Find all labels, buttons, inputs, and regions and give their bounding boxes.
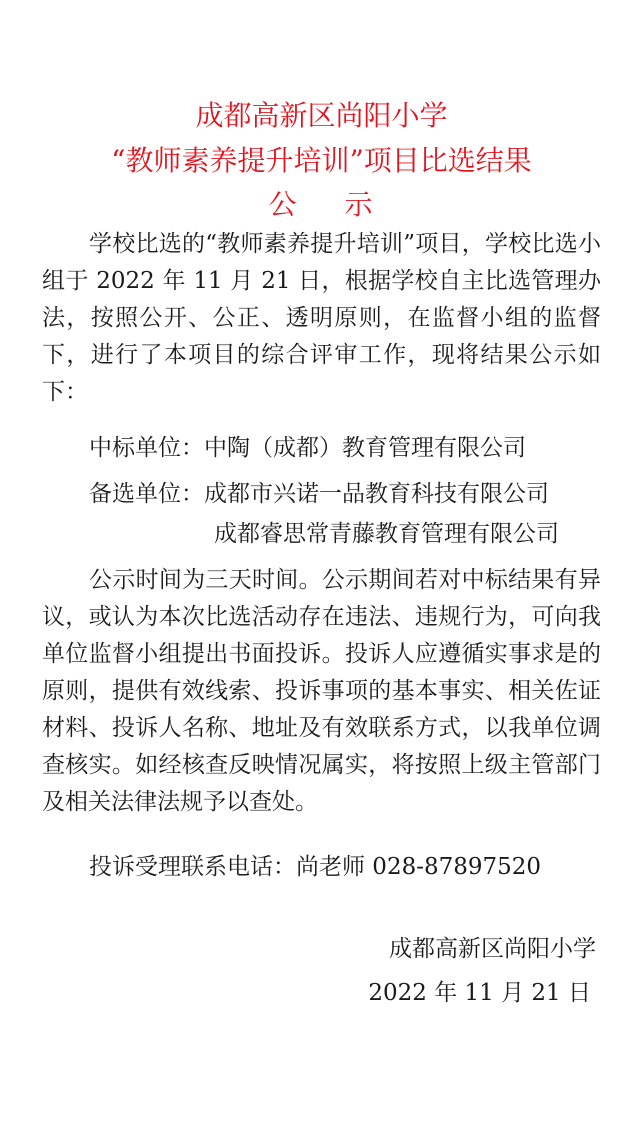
alternate-label: 备选单位： [89, 481, 204, 507]
intro-paragraph: 学校比选的“教师素养提升培训”项目，学校比选小组于 2022 年 11 月 21 日，根据学校自主比选管理办法，按照公开、公正、透明原则，在监督小组的监督下，进行了本项目的综合评审工作，现将结果公示如下： [42, 231, 601, 405]
winner-name: 中陶（成都）教育管理有限公司 [204, 435, 526, 461]
contact-line: 投诉受理联系电话：尚老师 028-87897520 [89, 854, 542, 880]
document-title-line1: 成都高新区尚阳小学 [195, 99, 448, 132]
winner-label: 中标单位： [89, 435, 204, 461]
signature-date: 2022 年 11 月 21 日 [368, 980, 591, 1006]
signature-org: 成都高新区尚阳小学 [389, 936, 596, 962]
alternate-name-2: 成都睿思常青藤教育管理有限公司 [214, 521, 559, 547]
alternate-row [89, 476, 549, 513]
document-title-line3 [0, 186, 643, 224]
title-char-shi: 示 [344, 188, 375, 221]
winner-row [89, 430, 526, 467]
title-char-gong: 公 [268, 188, 299, 221]
alternate-name-1: 成都市兴诺一品教育科技有限公司 [204, 481, 549, 507]
document-title-line2: “教师素养提升培训”项目比选结果 [111, 144, 532, 177]
notice-paragraph: 公示时间为三天时间。公示期间若对中标结果有异议，或认为本次比选活动存在违法、违规行为，可向我单位监督小组提出书面投诉。投诉人应遵循实事求是的原则，提供有效线索、投诉事项的基本事实、相关佐证材料、投诉人名称、地址及有效联系方式，以我单位调查核实。如经核查反映情况属实，将按照上级主管部门及相关法律法规予以查处。 [42, 567, 601, 815]
